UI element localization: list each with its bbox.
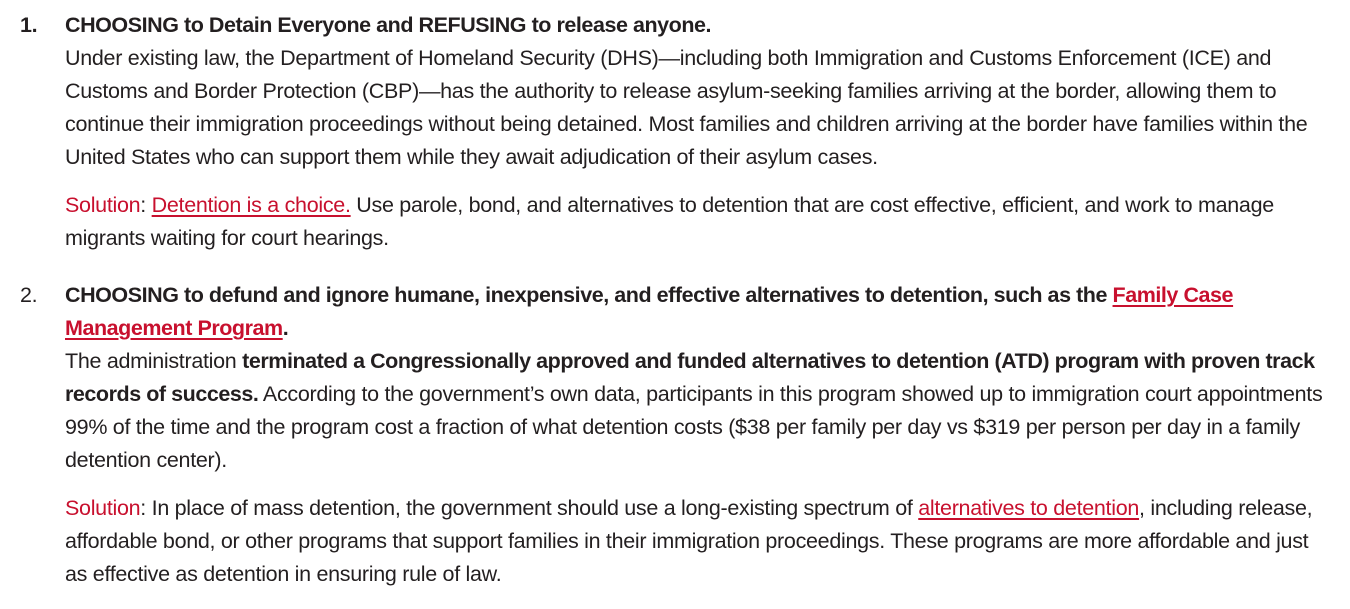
family-case-management-link[interactable]: Family Case Management Program xyxy=(65,283,1234,340)
item-body xyxy=(65,345,1325,477)
solution-label: Solution xyxy=(65,496,141,520)
item-number: 2. xyxy=(20,283,38,307)
item-content xyxy=(65,9,1325,255)
heading-text: CHOOSING to defund and ignore humane, inexpensive, and effective alternatives to detention, such as the xyxy=(65,283,1113,307)
list-item-1 xyxy=(20,9,1340,255)
solution-text: Use parole, bond, and alternatives to detention that are cost effective, efficient, and work to manage migrants waiting for court hearings. xyxy=(65,193,1274,250)
item-number: 1. xyxy=(20,13,38,37)
heading-period: . xyxy=(282,316,289,340)
solution-paragraph xyxy=(65,492,1325,591)
detention-choice-link[interactable]: Detention is a choice. xyxy=(151,193,351,217)
solution-paragraph xyxy=(65,189,1325,255)
item-content xyxy=(65,279,1325,591)
item-body: Under existing law, the Department of Homeland Security (DHS)—including both Immigration and Customs Enforcement (ICE) and Customs and Border Protection (CBP)—has the authority to release asylum-seeking families arriving at the border, allowing them to continue their immigration proceedings without being detained. Most families and children arriving at the border have families within the United States who can support them while they await adjudication of their asylum cases. xyxy=(65,46,1308,169)
item-heading xyxy=(65,279,1325,345)
solution-text: : In place of mass detention, the government should use a long-existing spectrum of xyxy=(140,496,919,520)
body-text: According to the government’s own data, participants in this program showed up to immigration court appointments 99% of the time and the program cost a fraction of what detention costs ($38 per family per day vs $319 per person per day in a family detention center). xyxy=(65,382,1323,472)
solution-text-end: , including release, affordable bond, or other programs that support families in their immigration proceedings. These programs are more affordable and just as effective as detention in ensuring rule of law. xyxy=(65,496,1313,586)
body-emphasis: terminated a Congressionally approved and funded alternatives to detention (ATD) program with proven track records of success. xyxy=(65,349,1315,406)
list-item-2 xyxy=(20,279,1340,591)
item-heading: CHOOSING to Detain Everyone and REFUSING to release anyone. xyxy=(65,13,712,37)
body-intro: The administration xyxy=(65,349,243,373)
solution-label: Solution xyxy=(65,193,141,217)
alternatives-to-detention-link[interactable]: alternatives to detention xyxy=(918,496,1140,520)
solution-colon: : xyxy=(140,193,152,217)
